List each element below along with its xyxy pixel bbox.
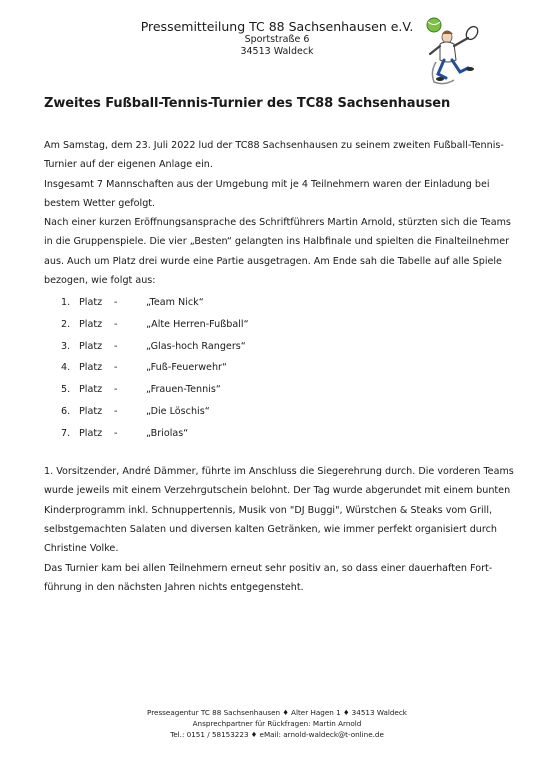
ranking-team: „Briolas“ <box>146 427 189 439</box>
ranking-number: 5. <box>61 384 71 396</box>
ranking-item <box>44 314 514 336</box>
ranking-team: „Frauen-Tennis“ <box>146 384 221 396</box>
letterhead-city: 34513 Waldeck <box>240 46 314 57</box>
article-body <box>44 136 514 597</box>
ranking-item <box>44 423 514 445</box>
ranking-dash: - <box>114 319 118 331</box>
ranking-dash: - <box>114 405 118 417</box>
ranking-dash: - <box>114 384 118 396</box>
tennis-player-logo-icon <box>420 16 482 86</box>
intro-paragraph: Am Samstag, dem 23. Juli 2022 lud der TC88 Sachsenhausen zu seinem zweiten Fußball-Tennis-Turnier auf der eigenen Anlage ein. <box>44 140 504 171</box>
article-title: Zweites Fußball-Tennis-Turnier des TC88 Sachsenhausen <box>44 96 451 111</box>
ranking-number: 1. <box>61 297 71 309</box>
letterhead-organization: Pressemitteilung TC 88 Sachsenhausen e.V. <box>140 19 414 34</box>
ranking-dash: - <box>114 427 118 439</box>
ranking-dash: - <box>114 297 118 309</box>
footer-address: Presseagentur TC 88 Sachsenhausen ♦ Alter Hagen 1 ♦ 34513 Waldeck <box>147 708 407 717</box>
ranking-item <box>44 379 514 401</box>
footer-contact-details: Tel.: 0151 / 58153223 ♦ eMail: arnold-waldeck@t-online.de <box>170 730 384 739</box>
closing-paragraph: 1. Vorsitzender, André Dämmer, führte im Anschluss die Siegerehrung durch. Die vorderen Teams wurde jeweils mit einem Verzehrgutschein belohnt. Der Tag wurde abgerundet mit einem bunten Kinderprogramm inkl. Schnuppertennis, Musik von "DJ Buggi", Würstchen & Steaks vom Grill, selbstgemachten Salaten und diversen kalten Getränken, wie immer perfekt organisiert durch Christine Volke. <box>44 466 514 555</box>
intro-paragraph: Nach einer kurzen Eröffnungsansprache des Schriftführers Martin Arnold, stürzten sich die Teams in die Gruppenspiele. Die vier „Besten“ gelangten ins Halbfinale und spielten die Finalteilnehmer aus. Auch um Platz drei wurde eine Partie ausgetragen. Am Ende sah die Tabelle auf alle Spiele bezogen, wie folgt aus: <box>44 217 511 287</box>
ranking-dash: - <box>114 362 118 374</box>
ranking-number: 3. <box>61 340 71 352</box>
footer <box>0 707 554 740</box>
ranking-label: Platz <box>79 340 103 352</box>
ranking-item <box>44 336 514 358</box>
letterhead-street: Sportstraße 6 <box>244 34 310 45</box>
ranking-item <box>44 292 514 314</box>
ranking-item <box>44 357 514 379</box>
ranking-label: Platz <box>79 405 103 417</box>
ranking-item <box>44 401 514 423</box>
ranking-label: Platz <box>79 427 103 439</box>
ranking-list <box>44 292 514 444</box>
ranking-team: „Glas-hoch Rangers“ <box>146 340 246 352</box>
intro-paragraph: Insgesamt 7 Mannschaften aus der Umgebung mit je 4 Teilnehmern waren der Einladung bei bestem Wetter gefolgt. <box>44 178 490 209</box>
ranking-team: „Alte Herren-Fußball“ <box>146 319 249 331</box>
ranking-team: „Team Nick“ <box>146 297 204 309</box>
ranking-team: „Fuß-Feuerwehr“ <box>146 362 227 374</box>
footer-contact-person: Ansprechpartner für Rückfragen: Martin Arnold <box>192 719 362 728</box>
ranking-number: 7. <box>61 427 71 439</box>
ranking-number: 4. <box>61 362 71 374</box>
ranking-team: „Die Löschis“ <box>146 405 210 417</box>
ranking-label: Platz <box>79 297 103 309</box>
ranking-label: Platz <box>79 319 103 331</box>
ranking-number: 6. <box>61 405 71 417</box>
ranking-number: 2. <box>61 319 71 331</box>
closing-paragraph: Das Turnier kam bei allen Teilnehmern erneut sehr positiv an, so dass einer dauerhaften Fort-führung in den nächsten Jahren nichts entgegensteht. <box>44 562 493 593</box>
ranking-dash: - <box>114 340 118 352</box>
ranking-label: Platz <box>79 384 103 396</box>
ranking-label: Platz <box>79 362 103 374</box>
